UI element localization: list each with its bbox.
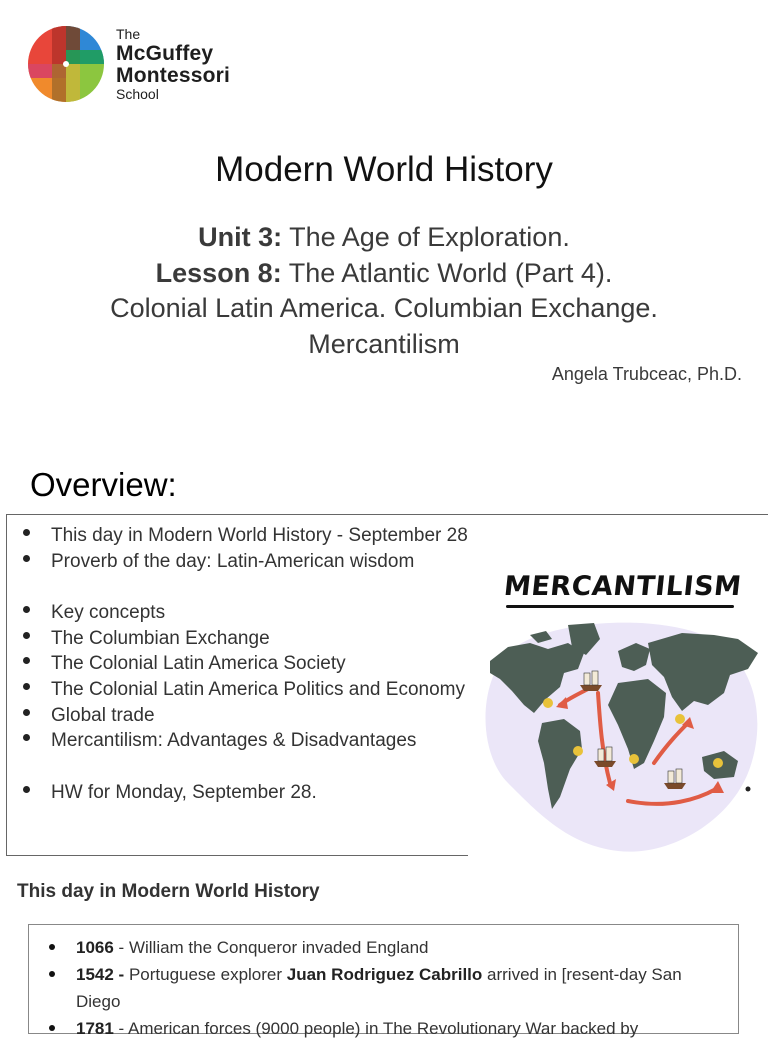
lesson-text: The Atlantic World (Part 4). xyxy=(281,257,613,288)
unit-line xyxy=(0,220,768,256)
overview-item: Proverb of the day: Latin-American wisdom xyxy=(23,551,483,573)
event-item: 1066 - William the Conqueror invaded England xyxy=(29,934,719,961)
mercantilism-line: Mercantilism xyxy=(308,328,460,359)
overview-item: Key concepts xyxy=(23,602,483,624)
this-day-heading: This day in Modern World History xyxy=(17,881,320,902)
unit-label: Unit 3: xyxy=(198,222,283,252)
event-item: 1781 - American forces (9000 people) in The Revolutionary War backed by xyxy=(29,1015,719,1042)
overview-item: The Columbian Exchange xyxy=(23,628,483,650)
logo-line-school: School xyxy=(116,85,159,102)
overview-item: The Colonial Latin America Politics and Economy xyxy=(23,679,483,701)
mercantilism-illustration xyxy=(468,559,769,857)
bullet-icon xyxy=(23,606,30,613)
bullet-icon xyxy=(23,657,30,664)
logo-line-montessori: Montessori xyxy=(116,63,231,87)
bullet-icon xyxy=(23,683,30,690)
mercantilism-title: MERCANTILISM xyxy=(502,571,744,602)
bullet-icon xyxy=(49,944,55,950)
lesson-subtitle xyxy=(0,220,768,362)
bullet-icon xyxy=(23,529,30,536)
logo-mark-icon xyxy=(26,24,106,104)
bullet-icon xyxy=(23,632,30,639)
overview-item: This day in Modern World History - September 28 xyxy=(23,525,483,547)
coin-icon xyxy=(543,698,553,708)
author-name: Angela Trubceac, Ph.D. xyxy=(551,364,742,384)
unit-text: The Age of Exploration. xyxy=(282,222,570,252)
title-slide xyxy=(0,0,768,445)
logo-wordmark xyxy=(116,26,230,103)
overview-heading: Overview: xyxy=(30,466,177,503)
coin-icon xyxy=(573,746,583,756)
coin-icon xyxy=(675,714,685,724)
explorer-name: Juan Rodriguez Cabrillo xyxy=(286,965,483,984)
school-logo xyxy=(26,24,230,104)
lesson-label: Lesson 8: xyxy=(155,257,282,288)
event-item: 1542 - Portuguese explorer Juan Rodriguez Cabrillo arrived in [resent-day San Diego xyxy=(29,961,719,1015)
overview-item: HW for Monday, September 28. xyxy=(23,782,483,804)
logo-line-the: The xyxy=(116,25,141,42)
overview-item: The Colonial Latin America Society xyxy=(23,653,483,675)
event-year: 1781 xyxy=(76,1019,114,1038)
coin-icon xyxy=(629,754,639,764)
lesson-line xyxy=(0,256,768,292)
logo-line-mcguffey: McGuffey xyxy=(116,41,214,65)
topics-line: Colonial Latin America. Columbian Exchange. xyxy=(110,293,658,323)
overview-item: Global trade xyxy=(23,705,483,727)
bullet-icon xyxy=(49,971,55,977)
bullet-icon xyxy=(23,709,30,716)
course-title: Modern World History xyxy=(215,150,553,189)
overview-slide xyxy=(6,514,768,856)
world-map-icon xyxy=(468,613,769,857)
bullet-icon xyxy=(49,1025,55,1031)
bullet-icon xyxy=(23,555,30,562)
overview-item: Mercantilism: Advantages & Disadvantages xyxy=(23,730,483,752)
event-year: 1066 xyxy=(76,938,114,957)
this-day-slide xyxy=(28,924,739,1038)
coin-icon xyxy=(713,758,723,768)
event-year: 1542 xyxy=(76,965,114,984)
bullet-icon xyxy=(23,734,30,741)
bullet-icon xyxy=(23,786,30,793)
title-underline xyxy=(506,605,734,608)
